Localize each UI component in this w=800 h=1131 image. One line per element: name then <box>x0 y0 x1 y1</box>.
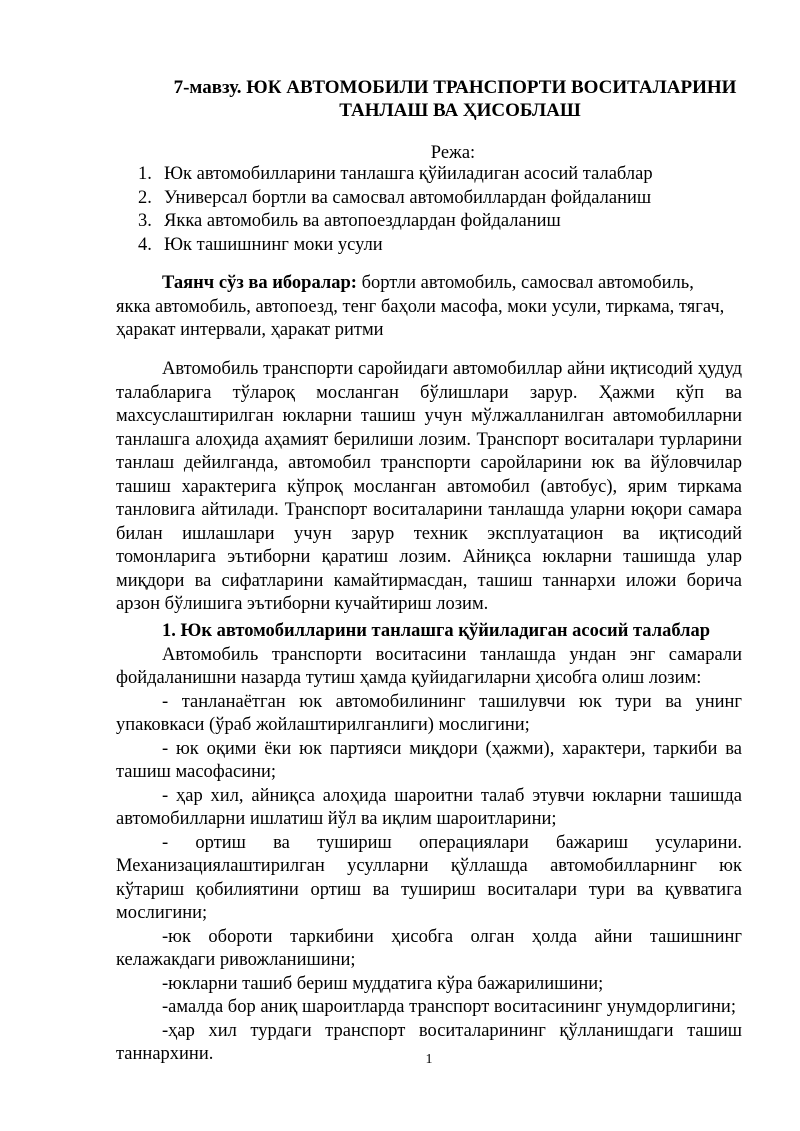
keywords-label: Таянч сўз ва иборалар: <box>162 273 357 293</box>
keywords-line-2: якка автомобиль, автопоезд, тенг баҳоли масофа, моки усули, тиркама, тягач, <box>116 296 725 317</box>
page-number: 1 <box>425 1052 433 1067</box>
section-1 <box>116 620 742 1067</box>
keywords-line-3: ҳаракат интервали, ҳаракат ритми <box>116 320 384 340</box>
requirement-item: -юкларни ташиб бериш муддатига кўра бажарилишини; <box>162 973 604 994</box>
plan-item-text: Универсал бортли ва самосвал автомобиллардан фойдаланиш <box>164 187 652 208</box>
requirement-item: - юк оқими ёки юк партияси миқдори (ҳажми), характери, таркиби ва ташиш масофасини; <box>116 738 742 782</box>
plan-item <box>138 163 653 187</box>
plan-item-text: Юк ташишнинг моки усули <box>164 234 383 255</box>
requirement-item: - ҳар хил, айниқса алоҳида шароитни талаб этувчи юкларни ташишда автомобилларни ишлатиш йўл ва иқлим шароитларини; <box>116 785 742 829</box>
requirement-item: -юк обороти таркибини ҳисобга олган ҳолда айни ташишнинг келажакдаги ривожланишини; <box>116 926 742 970</box>
plan-item-number: 4. <box>138 234 152 255</box>
section-heading: 1. Юк автомобилларини танлашга қўйиладиган асосий талаблар <box>162 621 711 641</box>
plan-item-number: 2. <box>138 187 152 208</box>
requirement-item: - ортиш ва тушириш операциялари бажариш усуларини. Механизациялаштирилган усулларни қўллашда автомобилларнинг юк кўтариш қобилиятини ортиш ва тушириш воситалари тури ва қувватига мослигини; <box>116 832 742 923</box>
plan-heading: Режа: <box>430 143 476 163</box>
plan-item-number: 1. <box>138 164 152 184</box>
document-title <box>110 76 800 122</box>
keywords-text-1: бортли автомобиль, самосвал автомобиль, <box>356 273 694 293</box>
plan-item-text: Юк автомобилларини танлашга қўйиладиган асосий талаблар <box>164 164 653 184</box>
keywords-line-1 <box>116 272 744 296</box>
requirement-item: -ҳар хил турдаги транспорт воситаларининг қўлланишдаги ташиш таннархини. <box>116 1020 742 1064</box>
plan-item <box>138 234 653 258</box>
plan-item-number: 3. <box>138 211 152 231</box>
plan-item <box>138 187 653 211</box>
intro-paragraph: Автомобиль транспорти саройидаги автомобиллар айни иқтисодий ҳудуд талабларига тўлароқ мосланган бўлишлари зарур. Ҳажми кўп ва махсуслаштирилган юкларни ташиш учун мўлжалланилган автомобилларни танлашга алоҳида аҳамият берилиши лозим. Транспорт воситалари турларини танлаш дейилганда, автомобил транспорти саройларини юк ва йўловчилар ташиш характерига кўпроқ мосланган автомобил (автобус), ярим тиркама танловига айтилади. Транспорт воситаларини танлашда уларни юқори самара билан ишлашлари учун зарур техник эксплуатацион ва иқтисодий томонларига эътиборни қаратиш лозим. Айниқса юкларни ташишда улар миқдори ва сифатларини камайтирмасдан, ташиш таннархи иложи борича арзон бўлишига эътиборни кучайтириш лозим. <box>116 359 742 614</box>
plan-item-text: Якка автомобиль ва автопоездлардан фойдаланиш <box>164 211 561 231</box>
title-line-1: 7-мавзу. ЮК АВТОМОБИЛИ ТРАНСПОРТИ ВОСИТАЛАРИНИ <box>173 77 737 98</box>
keywords-block <box>116 272 744 343</box>
requirement-item: -амалда бор аниқ шароитларда транспорт воситасининг унумдорлигини; <box>162 997 736 1017</box>
requirement-item: - танланаётган юк автомобилининг ташилувчи юк тури ва унинг упаковкаси (ўраб жойлаштирилганлиги) мослигини; <box>116 691 742 735</box>
section-paragraph: Автомобиль транспорти воситасини танлашда ундан энг самарали фойдаланишни назарда тутиш ҳамда қуйидагиларни ҳисобга олиш лозим: <box>116 644 742 688</box>
plan-item <box>138 210 653 234</box>
title-line-2: ТАНЛАШ ВА ҲИСОБЛАШ <box>339 100 581 121</box>
plan-list <box>138 163 653 257</box>
